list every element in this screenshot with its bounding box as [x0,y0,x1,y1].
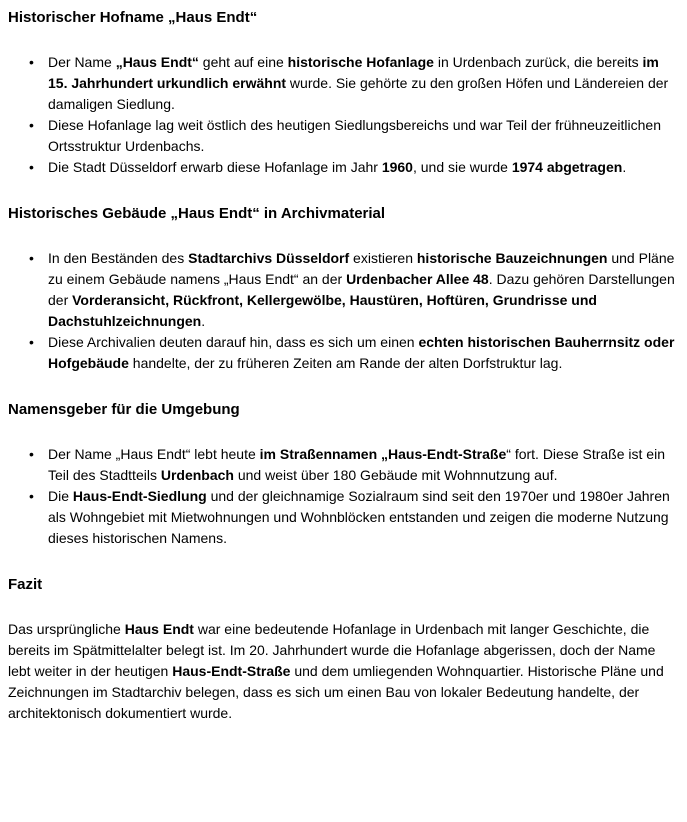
section-historischer-hofname [8,8,680,178]
list-item: • Die Stadt Düsseldorf erwarb diese Hofanlage im Jahr 1960, und sie wurde 1974 abgetragen. [48,157,680,178]
section-heading: Historischer Hofname „Haus Endt“ [8,9,258,26]
list-item: • Diese Archivalien deuten darauf hin, dass es sich um einen echten historischen Bauherrnsitz oder Hofgebäude handelte, der zu früheren Zeiten am Rande der alten Dorfstruktur lag. [48,332,680,374]
list-item: • Diese Hofanlage lag weit östlich des heutigen Siedlungsbereichs und war Teil der frühneuzeitlichen Ortsstruktur Urdenbachs. [48,115,680,157]
bullet-list [8,444,680,549]
list-item: • In den Beständen des Stadtarchivs Düsseldorf existieren historische Bauzeichnungen und Pläne zu einem Gebäude namens „Haus Endt“ an der Urdenbacher Allee 48. Dazu gehören Darstellungen der Vorderansicht, Rückfront, Kellergewölbe, Haustüren, Hoftüren, Grundrisse und Dachstuhlzeichnungen. [48,248,680,332]
section-fazit [8,575,680,724]
fazit-paragraph: Das ursprüngliche Haus Endt war eine bedeutende Hofanlage in Urdenbach mit langer Geschichte, die bereits im Spätmittelalter belegt ist. Im 20. Jahrhundert wurde die Hofanlage abgerissen, doch der Name lebt weiter in der heutigen Haus-Endt-Straße und dem umliegenden Wohnquartier. Historische Pläne und Zeichnungen im Stadtarchiv belegen, dass es sich um einen Bau von lokaler Bedeutung handelte, der architektonisch dokumentiert wurde. [8,621,664,721]
section-namensgeber [8,400,680,549]
list-item: • Die Haus-Endt-Siedlung und der gleichnamige Sozialraum sind seit den 1970er und 1980er Jahren als Wohngebiet mit Mietwohnungen und Wohnblöcken entstanden und zeigen die moderne Nutzung dieses historischen Namens. [48,486,680,549]
document-body [8,8,680,724]
section-heading: Fazit [8,576,43,593]
bullet-list [8,248,680,374]
section-heading: Historisches Gebäude „Haus Endt“ in Archivmaterial [8,205,386,222]
bullet-list [8,52,680,178]
list-item: • Der Name „Haus Endt“ geht auf eine historische Hofanlage in Urdenbach zurück, die bereits im 15. Jahrhundert urkundlich erwähnt wurde. Sie gehörte zu den großen Höfen und Ländereien der damaligen Siedlung. [48,52,680,115]
section-archivmaterial [8,204,680,374]
list-item: • Der Name „Haus Endt“ lebt heute im Straßennamen „Haus-Endt-Straße“ fort. Diese Straße ist ein Teil des Stadtteils Urdenbach und weist über 180 Gebäude mit Wohnnutzung auf. [48,444,680,486]
section-heading: Namensgeber für die Umgebung [8,401,240,418]
